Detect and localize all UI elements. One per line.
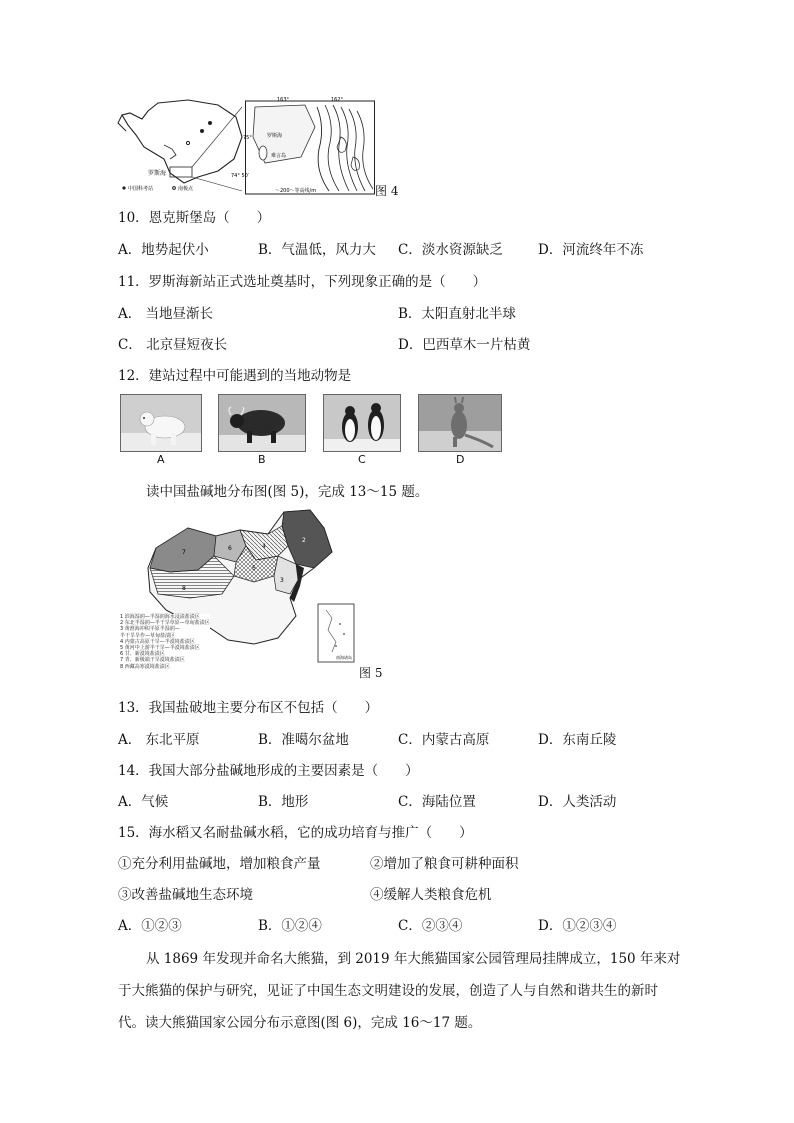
svg-text:2: 2 [302, 537, 306, 544]
q10-option-b[interactable]: B．气温低，风力大 [258, 242, 376, 258]
kangaroo-photo[interactable] [418, 394, 502, 452]
q10-option-d[interactable]: D．河流终年不冻 [538, 242, 644, 258]
panda-paragraph-line-1: 从 1869 年发现并命名大熊猫，到 2019 年大熊猫国家公园管理局挂牌成立，150 年来对 [146, 951, 681, 967]
q11-option-d[interactable]: D．巴西草木一片枯黄 [398, 337, 531, 353]
question-11-stem: 11．罗斯海新站正式选址奠基时，下列现象正确的是（ ） [118, 274, 487, 290]
q15-option-d[interactable]: D．①②③④ [538, 918, 617, 934]
q14-option-d[interactable]: D．人类活动 [538, 794, 617, 810]
q15-statement-2: ②增加了粮食可耕种面积 [370, 856, 519, 872]
svg-text:163°: 163° [277, 97, 290, 103]
q13-option-c[interactable]: C．内蒙古高原 [398, 732, 490, 748]
figure-5-legend: 1 滨海湿润—半湿润海水浸渍盐渍区 2 东北半湿润—半干旱草原—草甸盐渍区 3 黄淮海冲积平原半湿润— 半干旱旱作—草甸盐渍区 4 内蒙古高原干旱—半漠境盐渍区 5 黄河中上游半干旱—半漠境盐渍区 6 甘、新漠境盐渍区 7 青、新极端干旱漠境盐渍区 8 西藏高寒漠境盐渍区 [120, 614, 210, 670]
q13-option-b[interactable]: B．准噶尔盆地 [258, 732, 349, 748]
polar-bear-icon [121, 395, 201, 451]
svg-text:难言岛: 难言岛 [271, 153, 287, 159]
yak-photo[interactable] [218, 394, 306, 452]
q15-statement-4: ④缓解人类粮食危机 [370, 887, 492, 903]
penguin-photo[interactable] [323, 394, 401, 452]
contour-map [231, 97, 375, 195]
q15-option-b[interactable]: B．①②④ [258, 918, 322, 934]
photo-label-d: D [456, 453, 465, 466]
figure-4-caption: 图 4 [375, 184, 399, 198]
svg-text:3: 3 [280, 577, 284, 584]
svg-text:5: 5 [252, 565, 256, 572]
svg-text:7: 7 [182, 549, 186, 556]
question-12-stem: 12．建站过程中可能遇到的当地动物是 [118, 368, 352, 384]
photo-label-b: B [258, 453, 266, 466]
photo-label-c: C [358, 453, 366, 466]
svg-text:南海诸岛: 南海诸岛 [336, 655, 352, 660]
q11-option-b[interactable]: B．太阳直射北半球 [398, 306, 516, 322]
svg-text:75°: 75° [243, 135, 252, 141]
polar-bear-photo[interactable] [120, 394, 202, 452]
q11-option-c[interactable]: C． 北京昼短夜长 [118, 337, 228, 353]
q15-option-c[interactable]: C．②③④ [398, 918, 463, 934]
q10-option-a[interactable]: A．地势起伏小 [118, 242, 209, 258]
photo-label-a: A [157, 453, 165, 466]
antarctica-map [118, 97, 246, 195]
panda-paragraph-line-3: 代。读大熊猫国家公园分布示意图(图 6)，完成 16～17 题。 [118, 1015, 482, 1031]
svg-text:罗斯海: 罗斯海 [267, 133, 283, 139]
q15-statement-1: ①充分利用盐碱地，增加粮食产量 [118, 856, 321, 872]
intro-figure-5: 读中国盐碱地分布图(图 5)，完成 13～15 题。 [146, 484, 429, 500]
svg-text:6: 6 [228, 545, 232, 552]
question-15-stem: 15．海水稻又名耐盐碱水稻，它的成功培育与推广（ ） [118, 825, 473, 841]
ross-sea-label: 罗斯海 [148, 170, 167, 177]
q15-statement-3: ③改善盐碱地生态环境 [118, 887, 253, 903]
svg-text:4: 4 [262, 543, 266, 550]
legend-station: 中国科考站 [128, 186, 154, 192]
question-13-stem: 13．我国盐破地主要分布区不包括（ ） [118, 700, 379, 716]
svg-text:8: 8 [182, 585, 186, 592]
q15-option-a[interactable]: A．①②③ [118, 918, 182, 934]
legend-contour: ～200～等高线/m [275, 188, 317, 194]
penguin-icon [324, 395, 400, 451]
figure-5-caption: 图 5 [359, 666, 383, 680]
q10-option-c[interactable]: C．淡水资源缺乏 [398, 242, 503, 258]
svg-text:74° 50′: 74° 50′ [231, 173, 249, 179]
q14-option-a[interactable]: A．气候 [118, 794, 169, 810]
panda-paragraph-line-2: 于大熊猫的保护与研究，见证了中国生态文明建设的发展，创造了人与自然和谐共生的新时 [118, 983, 658, 999]
q14-option-b[interactable]: B．地形 [258, 794, 309, 810]
kangaroo-icon [419, 395, 501, 451]
svg-text:162°: 162° [331, 97, 344, 103]
question-14-stem: 14．我国大部分盐碱地形成的主要因素是（ ） [118, 763, 419, 779]
q14-option-c[interactable]: C．海陆位置 [398, 794, 476, 810]
question-10-stem: 10．恩克斯堡岛（ ） [118, 210, 271, 226]
yak-icon [219, 395, 305, 451]
q11-option-a[interactable]: A． 当地昼渐长 [118, 306, 214, 322]
legend-pole: 南极点 [178, 186, 194, 192]
q13-option-a[interactable]: A． 东北平原 [118, 732, 200, 748]
q13-option-d[interactable]: D．东南丘陵 [538, 732, 617, 748]
